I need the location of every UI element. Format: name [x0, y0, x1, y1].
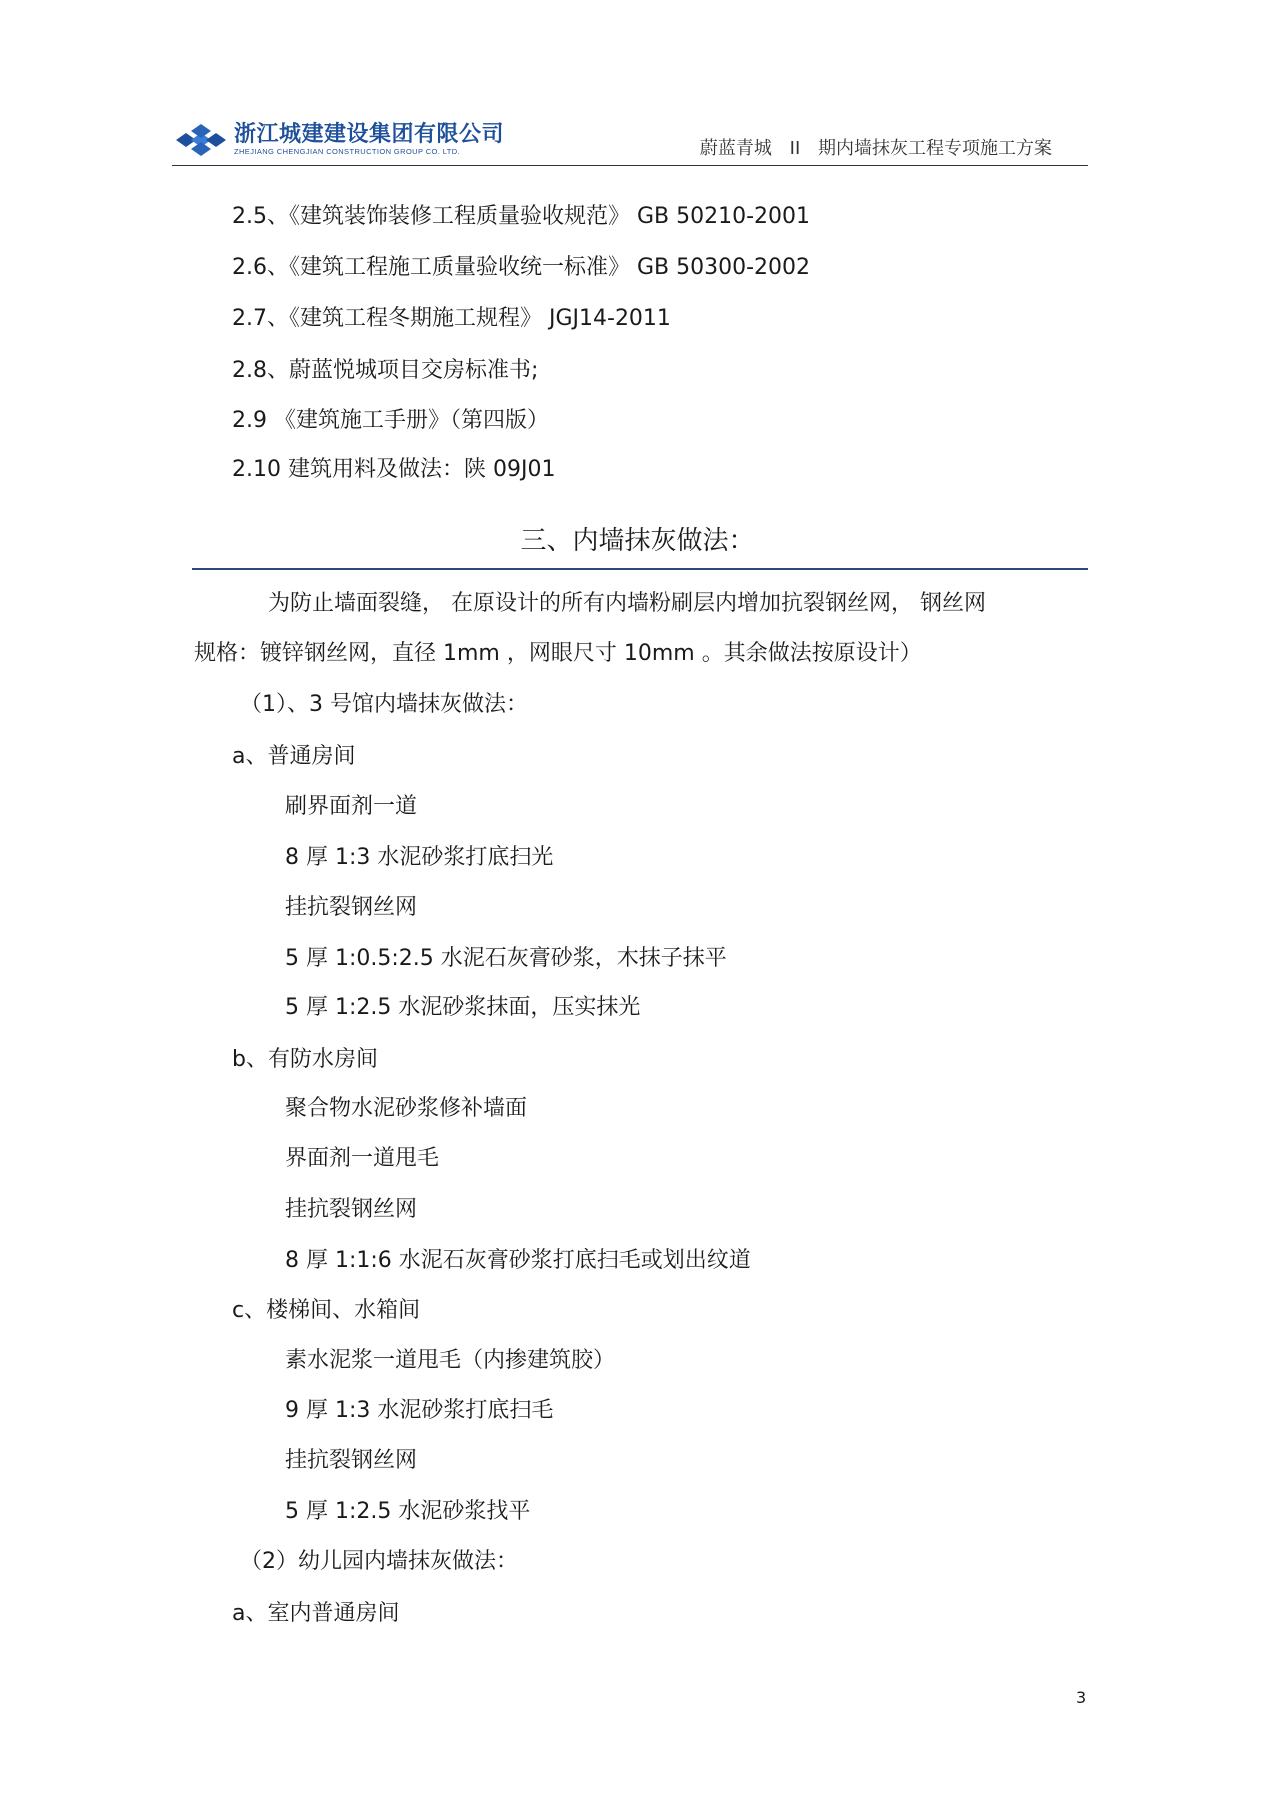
document-title-part3: 期内墙抹灰工程专项施工方案	[818, 138, 1052, 159]
document-title	[694, 134, 1058, 160]
section-divider	[192, 568, 1088, 570]
method-step: 界面剂一道甩毛	[285, 1146, 440, 1171]
method-step: 挂抗裂钢丝网	[285, 895, 418, 920]
item-heading: b、有防水房间	[232, 1047, 378, 1072]
document-title-part1: 蔚蓝青城	[699, 138, 772, 159]
section-heading: 三、内墙抹灰做法：	[520, 526, 755, 556]
item-heading: a、室内普通房间	[232, 1601, 400, 1626]
document-title-part2: II	[789, 138, 801, 159]
company-logo	[172, 120, 504, 160]
page-header	[172, 118, 1088, 166]
method-step: 8 厚 1:3 水泥砂浆打底扫光	[285, 845, 554, 870]
reference-item: 2.6、《建筑工程施工质量验收统一标准》 GB 50300-2002	[232, 255, 811, 280]
method-step: 聚合物水泥砂浆修补墙面	[285, 1096, 528, 1121]
method-step: 刷界面剂一道	[285, 794, 418, 819]
company-name-en: ZHEJIANG CHENGJIAN CONSTRUCTION GROUP CO. LTD.	[234, 147, 461, 156]
item-heading: c、楼梯间、水箱间	[232, 1298, 421, 1323]
reference-item: 2.10 建筑用料及做法：陕 09J01	[232, 457, 556, 482]
method-step: 8 厚 1:1:6 水泥石灰膏砂浆打底扫毛或划出纹道	[285, 1248, 751, 1273]
reference-item: 2.5、《建筑装饰装修工程质量验收规范》 GB 50210-2001	[232, 204, 811, 229]
method-step: 素水泥浆一道甩毛（内掺建筑胶）	[285, 1348, 616, 1373]
paragraph-line: 为防止墙面裂缝， 在原设计的所有内墙粉刷层内增加抗裂钢丝网， 钢丝网	[268, 591, 986, 616]
subsection-heading: （2）幼儿园内墙抹灰做法：	[240, 1549, 518, 1574]
method-step: 5 厚 1:0.5:2.5 水泥石灰膏砂浆，木抹子抹平	[285, 946, 727, 971]
reference-item: 2.7、《建筑工程冬期施工规程》 JGJ14-2011	[232, 306, 671, 331]
item-heading: a、普通房间	[232, 744, 356, 769]
method-step: 挂抗裂钢丝网	[285, 1197, 418, 1222]
paragraph-line: 规格：镀锌钢丝网，直径 1mm ，网眼尺寸 10mm 。其余做法按原设计）	[194, 641, 922, 666]
method-step: 挂抗裂钢丝网	[285, 1448, 418, 1473]
reference-item: 2.9 《建筑施工手册》（第四版）	[232, 408, 549, 433]
method-step: 5 厚 1:2.5 水泥砂浆抹面，压实抹光	[285, 995, 641, 1020]
method-step: 5 厚 1:2.5 水泥砂浆找平	[285, 1499, 531, 1524]
header-divider	[172, 165, 1088, 166]
reference-item: 2.8、蔚蓝悦城项目交房标准书;	[232, 358, 539, 383]
company-logo-icon	[172, 123, 230, 157]
method-step: 9 厚 1:3 水泥砂浆打底扫毛	[285, 1398, 554, 1423]
page-number: 3	[1076, 1688, 1087, 1707]
company-name-cn: 浙江城建建设集团有限公司	[234, 122, 505, 147]
subsection-heading: （1）、3 号馆内墙抹灰做法：	[240, 692, 528, 717]
